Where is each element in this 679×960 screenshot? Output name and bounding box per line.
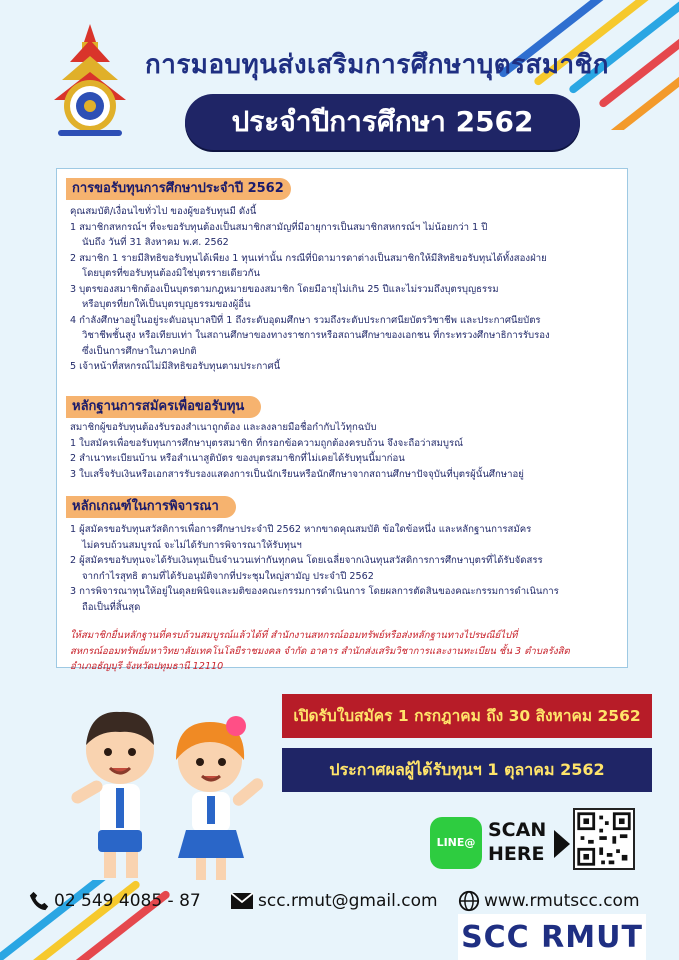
- qualification-item: 5 เจ้าหน้าที่สหกรณ์ไม่มีสิทธิขอรับทุนตามประกาศนี้: [70, 361, 281, 372]
- phone-icon: [28, 890, 50, 912]
- note-line: อำเภอธัญบุรี จังหวัดปทุมธานี 12110: [70, 661, 224, 672]
- page-title: การมอบทุนส่งเสริมการศึกษาบุตรสมาชิก: [145, 50, 610, 80]
- phone-contact[interactable]: [28, 886, 201, 916]
- section-body-documents: [70, 420, 618, 482]
- criteria-item-cont: ถือเป็นที่สิ้นสุด: [82, 601, 141, 613]
- line-app-icon[interactable]: LINE@: [430, 817, 482, 869]
- document-item: 1 ใบสมัครเพื่อขอรับทุนการศึกษาบุตรสมาชิก ที่กรอกข้อความถูกต้องครบถ้วน จึงจะถือว่าสมบูรณ์: [70, 437, 464, 449]
- document-item: 2 สำเนาทะเบียนบ้าน หรือสำเนาสูติบัตร ของบุตรสมาชิกที่ไม่เคยได้รับทุนนี้มาก่อน: [70, 453, 405, 464]
- qualification-item-cont: วิชาชีพชั้นสูง หรือเทียบเท่า ในสถานศึกษาของทางราชการหรือสถานศึกษาของเอกชน ที่กระทรวงศึกษาธิการรับรอง: [82, 330, 550, 341]
- section-body-application: [70, 204, 618, 375]
- qualification-item: 4 กำลังศึกษาอยู่ในอยู่ระดับอนุบาลปีที่ 1 ถึงระดับอุดมศึกษา รวมถึงระดับประกาศนียบัตรวิชาชีพ และประกาศนียบัตร: [70, 314, 541, 326]
- here-text: HERE: [488, 843, 545, 865]
- scan-here-label: [488, 818, 558, 866]
- criteria-item-cont: ไม่ครบถ้วนสมบูรณ์ จะไม่ได้รับการพิจารณาให้รับทุนฯ: [82, 539, 302, 551]
- document-item: 3 ใบเสร็จรับเงินหรือเอกสารรับรองแสดงการเป็นนักเรียนหรือนักศึกษาจากสถานศึกษาปัจจุบันที่บุตรผู้นั้นศึกษาอยู่: [70, 468, 524, 480]
- criteria-item-cont: จากกำไรสุทธิ ตามที่ได้รับอนุมัติจากที่ประชุมใหญ่สามัญ ประจำปี 2562: [82, 570, 374, 582]
- globe-icon: [458, 890, 480, 912]
- qualification-intro: คุณสมบัติ/เงื่อนไขทั่วไป ของผู้ขอรับทุนมี ดังนี้: [70, 206, 257, 217]
- university-emblem-icon: [48, 22, 133, 147]
- qualification-item-cont: โดยบุตรที่ขอรับทุนต้องมิใช่บุตรรายเดียวกัน: [82, 268, 260, 279]
- section-heading-application: การขอรับทุนการศึกษาประจำปี 2562: [66, 178, 291, 200]
- section-heading-documents: หลักฐานการสมัครเพื่อขอรับทุน: [66, 396, 261, 418]
- qualification-item-cont: ซึ่งเป็นการศึกษาในภาคปกติ: [82, 345, 197, 357]
- email-address: scc.rmut@gmail.com: [258, 891, 438, 911]
- qualification-item: 2 สมาชิก 1 รายมีสิทธิขอรับทุนได้เพียง 1 ทุนเท่านั้น กรณีที่บิดามารดาต่างเป็นสมาชิกให้มีสิทธิขอรับทุนได้ทั้งสองฝ่าย: [70, 252, 547, 264]
- note-line: ให้สมาชิกยื่นหลักฐานที่ครบถ้วนสมบูรณ์แล้วได้ที่ สำนักงานสหกรณ์ออมทรัพย์หรือส่งหลักฐานทางไปรษณีย์ไปที่: [70, 630, 518, 641]
- criteria-item: 1 ผู้สมัครขอรับทุนสวัสดิการเพื่อการศึกษาประจำปี 2562 หากขาดคุณสมบัติ ข้อใดข้อหนึ่ง และหลักฐานการสมัคร: [70, 524, 532, 535]
- academic-year-banner: ประจำปีการศึกษา 2562: [185, 94, 580, 150]
- website-contact[interactable]: [458, 886, 640, 916]
- qualification-item-cont: นับถึง วันที่ 31 สิงหาคม พ.ศ. 2562: [82, 237, 229, 248]
- section-heading-criteria: หลักเกณฑ์ในการพิจารณา: [66, 496, 236, 518]
- email-contact[interactable]: [230, 886, 438, 916]
- scan-text: SCAN: [488, 819, 547, 841]
- announcement-date-banner: ประกาศผลผู้ได้รับทุนฯ 1 ตุลาคม 2562: [282, 748, 652, 792]
- brand-footer: SCC RMUT: [458, 914, 646, 960]
- qr-code-icon[interactable]: [573, 808, 635, 870]
- document-intro: สมาชิกผู้ขอรับทุนต้องรับรองสำเนาถูกต้อง และลงลายมือชื่อกำกับไว้ทุกฉบับ: [70, 422, 377, 433]
- phone-number: 02 549 4085 - 87: [54, 891, 201, 911]
- section-body-criteria: [70, 522, 618, 615]
- qualification-item: 1 สมาชิกสหกรณ์ฯ ที่จะขอรับทุนต้องเป็นสมาชิกสามัญที่มีอายุการเป็นสมาชิกสหกรณ์ฯ ไม่น้อยกว่า 1 ปี: [70, 221, 488, 233]
- criteria-item: 3 การพิจารณาทุนให้อยู่ในดุลยพินิจและมติของคณะกรรมการดำเนินการ โดยผลการตัดสินของคณะกรรมการดำเนินการ: [70, 586, 559, 597]
- submission-note: [70, 628, 630, 675]
- qualification-item: 3 บุตรของสมาชิกต้องเป็นบุตรตามกฎหมายของสมาชิก โดยมีอายุไม่เกิน 25 ปีและไม่รวมถึงบุตรบุญธรรม: [70, 283, 499, 295]
- qualification-item-cont: หรือบุตรที่ยกให้เป็นบุตรบุญธรรมของผู้อื่น: [82, 299, 251, 310]
- application-period-banner: เปิดรับใบสมัคร 1 กรกฎาคม ถึง 30 สิงหาคม 2562: [282, 694, 652, 738]
- criteria-item: 2 ผู้สมัครขอรับทุนจะได้รับเงินทุนเป็นจำนวนเท่ากันทุกคน โดยเฉลี่ยจากเงินทุนสวัสดิการการศึกษาบุตรที่ได้รับจัดสรร: [70, 555, 543, 566]
- envelope-icon: [230, 892, 254, 910]
- note-line: สหกรณ์ออมทรัพย์มหาวิทยาลัยเทคโนโลยีราชมงคล จำกัด อาคาร สำนักส่งเสริมวิชาการและงานทะเบียน ชั้น 3 ตำบลรังสิต: [70, 645, 570, 657]
- children-illustration: [40, 690, 280, 890]
- arrow-right-icon: [554, 830, 570, 858]
- website-url: www.rmutscc.com: [484, 891, 640, 911]
